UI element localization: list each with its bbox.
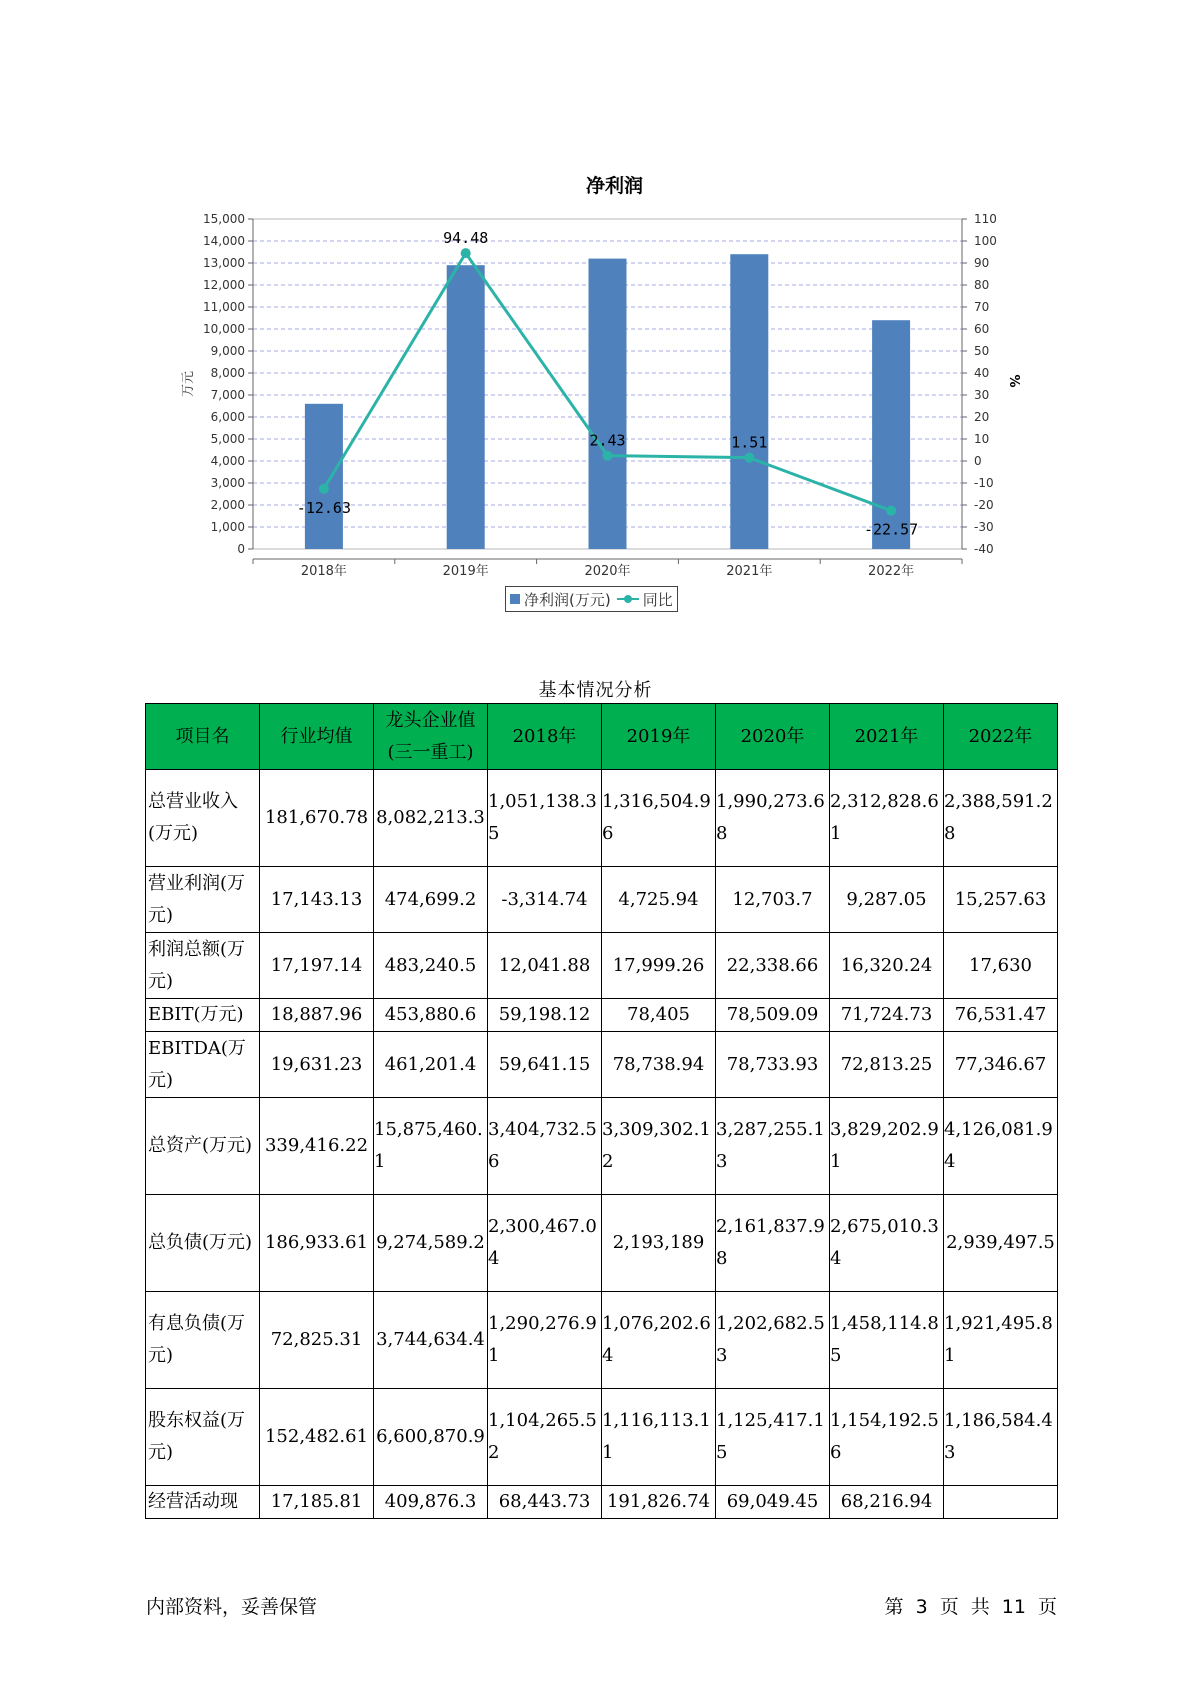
y-tick-label: 9,000 <box>210 344 245 358</box>
row-label-cell: 营业利润(万元) <box>146 867 260 933</box>
table-cell: 409,876.3 <box>374 1486 488 1519</box>
table-cell: 19,631.23 <box>260 1032 374 1098</box>
y2-tick-label: 110 <box>974 212 997 226</box>
table-cell: 2,939,497.5 <box>944 1195 1058 1292</box>
table-header-cell: 项目名 <box>146 704 260 770</box>
table-cell: 17,185.81 <box>260 1486 374 1519</box>
legend-line-swatch <box>617 593 639 605</box>
y-tick-label: 12,000 <box>203 278 245 292</box>
table-header-cell: 龙头企业值(三一重工) <box>374 704 488 770</box>
table-cell: 2,388,591.28 <box>944 770 1058 867</box>
table-cell: 3,287,255.13 <box>716 1098 830 1195</box>
table-cell: 1,104,265.52 <box>488 1389 602 1486</box>
line-yoy-point <box>319 484 329 494</box>
y-tick-label: 3,000 <box>210 476 245 490</box>
table-header-cell: 2018年 <box>488 704 602 770</box>
y-tick-label: 5,000 <box>210 432 245 446</box>
footer-page-number: 第 3 页 共 11 页 <box>884 1596 1057 1618</box>
table-cell: 72,813.25 <box>830 1032 944 1098</box>
legend-line-label: 同比 <box>642 590 673 609</box>
table-cell: 8,082,213.3 <box>374 770 488 867</box>
line-yoy-point <box>886 506 896 516</box>
table-title: 基本情况分析 <box>538 680 653 701</box>
table-cell: 78,405 <box>602 999 716 1032</box>
chart-title: 净利润 <box>585 175 644 197</box>
table-cell: 2,161,837.98 <box>716 1195 830 1292</box>
table-header-cell: 2020年 <box>716 704 830 770</box>
table-cell: 2,312,828.61 <box>830 770 944 867</box>
table-cell: 15,875,460.1 <box>374 1098 488 1195</box>
table-cell: 71,724.73 <box>830 999 944 1032</box>
table-cell: 59,641.15 <box>488 1032 602 1098</box>
basic-analysis-table <box>145 703 1058 1519</box>
table-cell: 17,143.13 <box>260 867 374 933</box>
table-cell: 453,880.6 <box>374 999 488 1032</box>
x-tick-label: 2018年 <box>300 564 347 579</box>
table-row <box>146 867 1058 933</box>
row-label-cell: 利润总额(万元) <box>146 933 260 999</box>
table-cell: 1,202,682.53 <box>716 1292 830 1389</box>
table-cell: 1,116,113.11 <box>602 1389 716 1486</box>
table-cell: 72,825.31 <box>260 1292 374 1389</box>
table-cell: 78,738.94 <box>602 1032 716 1098</box>
table-cell: 4,725.94 <box>602 867 716 933</box>
y2-tick-label: 0 <box>974 454 982 468</box>
row-label-cell: 经营活动现 <box>146 1486 260 1519</box>
table-cell: 483,240.5 <box>374 933 488 999</box>
y-tick-label: 0 <box>237 542 245 556</box>
row-label-cell: EBITDA(万元) <box>146 1032 260 1098</box>
table-cell: 18,887.96 <box>260 999 374 1032</box>
y-tick-label: 8,000 <box>210 366 245 380</box>
table-cell: 59,198.12 <box>488 999 602 1032</box>
line-yoy-point <box>461 248 471 258</box>
line-yoy-data-label: -22.57 <box>864 520 919 539</box>
row-label-cell: 总资产(万元) <box>146 1098 260 1195</box>
table-cell: 17,630 <box>944 933 1058 999</box>
table-cell: 69,049.45 <box>716 1486 830 1519</box>
y2-tick-label: -20 <box>974 498 994 512</box>
y-tick-label: 14,000 <box>203 234 245 248</box>
table-row <box>146 770 1058 867</box>
bar-net-profit <box>730 254 768 549</box>
y2-axis-title: % <box>1006 374 1021 388</box>
table-row <box>146 1032 1058 1098</box>
table-cell: 474,699.2 <box>374 867 488 933</box>
legend-bar-swatch <box>510 594 520 604</box>
table-cell: 1,125,417.15 <box>716 1389 830 1486</box>
y-tick-label: 13,000 <box>203 256 245 270</box>
y-tick-label: 15,000 <box>203 212 245 226</box>
table-cell: 68,443.73 <box>488 1486 602 1519</box>
table-cell: 461,201.4 <box>374 1032 488 1098</box>
table-row <box>146 1195 1058 1292</box>
line-yoy-data-label: 1.51 <box>731 433 768 452</box>
table-cell: 9,274,589.2 <box>374 1195 488 1292</box>
table-cell: 12,041.88 <box>488 933 602 999</box>
table-cell: 1,051,138.35 <box>488 770 602 867</box>
table-cell: 3,404,732.56 <box>488 1098 602 1195</box>
table-cell: 181,670.78 <box>260 770 374 867</box>
chart-canvas <box>0 0 1191 640</box>
table-cell: 3,309,302.12 <box>602 1098 716 1195</box>
table-cell: 339,416.22 <box>260 1098 374 1195</box>
y2-tick-label: 100 <box>974 234 997 248</box>
line-yoy-point <box>603 451 613 461</box>
table-cell: 1,990,273.68 <box>716 770 830 867</box>
y2-tick-label: 70 <box>974 300 990 314</box>
table-cell: 9,287.05 <box>830 867 944 933</box>
line-yoy-data-label: 2.43 <box>589 431 626 450</box>
table-cell: 6,600,870.9 <box>374 1389 488 1486</box>
table-cell: 191,826.74 <box>602 1486 716 1519</box>
y2-tick-label: 40 <box>974 366 990 380</box>
row-label-cell: 有息负债(万元) <box>146 1292 260 1389</box>
table-cell: 1,316,504.96 <box>602 770 716 867</box>
y2-tick-label: 50 <box>974 344 990 358</box>
y2-tick-label: -10 <box>974 476 994 490</box>
y2-tick-label: 10 <box>974 432 990 446</box>
table-cell: 68,216.94 <box>830 1486 944 1519</box>
table-cell: 152,482.61 <box>260 1389 374 1486</box>
bar-net-profit <box>589 259 627 549</box>
y2-tick-label: -30 <box>974 520 994 534</box>
table-cell <box>944 1486 1058 1519</box>
y-tick-label: 6,000 <box>210 410 245 424</box>
table-cell: 78,733.93 <box>716 1032 830 1098</box>
table-header-row <box>146 704 1058 770</box>
table-cell: 1,921,495.81 <box>944 1292 1058 1389</box>
table-row <box>146 933 1058 999</box>
y-tick-label: 10,000 <box>203 322 245 336</box>
x-tick-label: 2019年 <box>442 564 489 579</box>
table-header-cell: 2021年 <box>830 704 944 770</box>
y-tick-label: 11,000 <box>203 300 245 314</box>
x-tick-label: 2022年 <box>868 564 915 579</box>
table-cell: 2,300,467.04 <box>488 1195 602 1292</box>
table-cell: 1,290,276.91 <box>488 1292 602 1389</box>
line-yoy-point <box>744 453 754 463</box>
row-label-cell: EBIT(万元) <box>146 999 260 1032</box>
table-cell: 76,531.47 <box>944 999 1058 1032</box>
y-axis-title: 万元 <box>181 370 196 398</box>
table-header-cell: 行业均值 <box>260 704 374 770</box>
table-cell: 1,186,584.43 <box>944 1389 1058 1486</box>
y2-tick-label: 30 <box>974 388 990 402</box>
y-tick-label: 7,000 <box>210 388 245 402</box>
table-cell: 16,320.24 <box>830 933 944 999</box>
table-cell: 17,999.26 <box>602 933 716 999</box>
table-cell: 1,076,202.64 <box>602 1292 716 1389</box>
table-cell: 3,744,634.4 <box>374 1292 488 1389</box>
table-cell: 2,193,189 <box>602 1195 716 1292</box>
y2-tick-label: 20 <box>974 410 990 424</box>
table-cell: 17,197.14 <box>260 933 374 999</box>
table-cell: 1,458,114.85 <box>830 1292 944 1389</box>
row-label-cell: 总营业收入(万元) <box>146 770 260 867</box>
y2-tick-label: -40 <box>974 542 994 556</box>
chart-legend <box>505 586 678 612</box>
bar-net-profit <box>305 404 343 549</box>
table-cell: 22,338.66 <box>716 933 830 999</box>
line-yoy-data-label: 94.48 <box>443 229 489 248</box>
table-row <box>146 1292 1058 1389</box>
table-cell: 1,154,192.56 <box>830 1389 944 1486</box>
x-tick-label: 2021年 <box>726 564 773 579</box>
table-row <box>146 1098 1058 1195</box>
table-row <box>146 1486 1058 1519</box>
table-row <box>146 1389 1058 1486</box>
y2-tick-label: 80 <box>974 278 990 292</box>
y-tick-label: 1,000 <box>210 520 245 534</box>
row-label-cell: 股东权益(万元) <box>146 1389 260 1486</box>
table-header-cell: 2022年 <box>944 704 1058 770</box>
footer-confidential-note: 内部资料，妥善保管 <box>146 1596 318 1618</box>
x-tick-label: 2020年 <box>584 564 631 579</box>
y-tick-label: 2,000 <box>210 498 245 512</box>
net-profit-chart <box>0 0 1191 640</box>
table-cell: 186,933.61 <box>260 1195 374 1292</box>
legend-bar-label: 净利润(万元) <box>524 590 611 609</box>
y2-tick-label: 90 <box>974 256 990 270</box>
table-cell: -3,314.74 <box>488 867 602 933</box>
y-tick-label: 4,000 <box>210 454 245 468</box>
table-cell: 77,346.67 <box>944 1032 1058 1098</box>
table-header-cell: 2019年 <box>602 704 716 770</box>
table-cell: 4,126,081.94 <box>944 1098 1058 1195</box>
table-cell: 78,509.09 <box>716 999 830 1032</box>
table-cell: 15,257.63 <box>944 867 1058 933</box>
table-row <box>146 999 1058 1032</box>
bar-net-profit <box>447 265 485 549</box>
table-cell: 3,829,202.91 <box>830 1098 944 1195</box>
table-cell: 2,675,010.34 <box>830 1195 944 1292</box>
y2-tick-label: 60 <box>974 322 990 336</box>
line-yoy-data-label: -12.63 <box>296 498 351 517</box>
row-label-cell: 总负债(万元) <box>146 1195 260 1292</box>
table-cell: 12,703.7 <box>716 867 830 933</box>
